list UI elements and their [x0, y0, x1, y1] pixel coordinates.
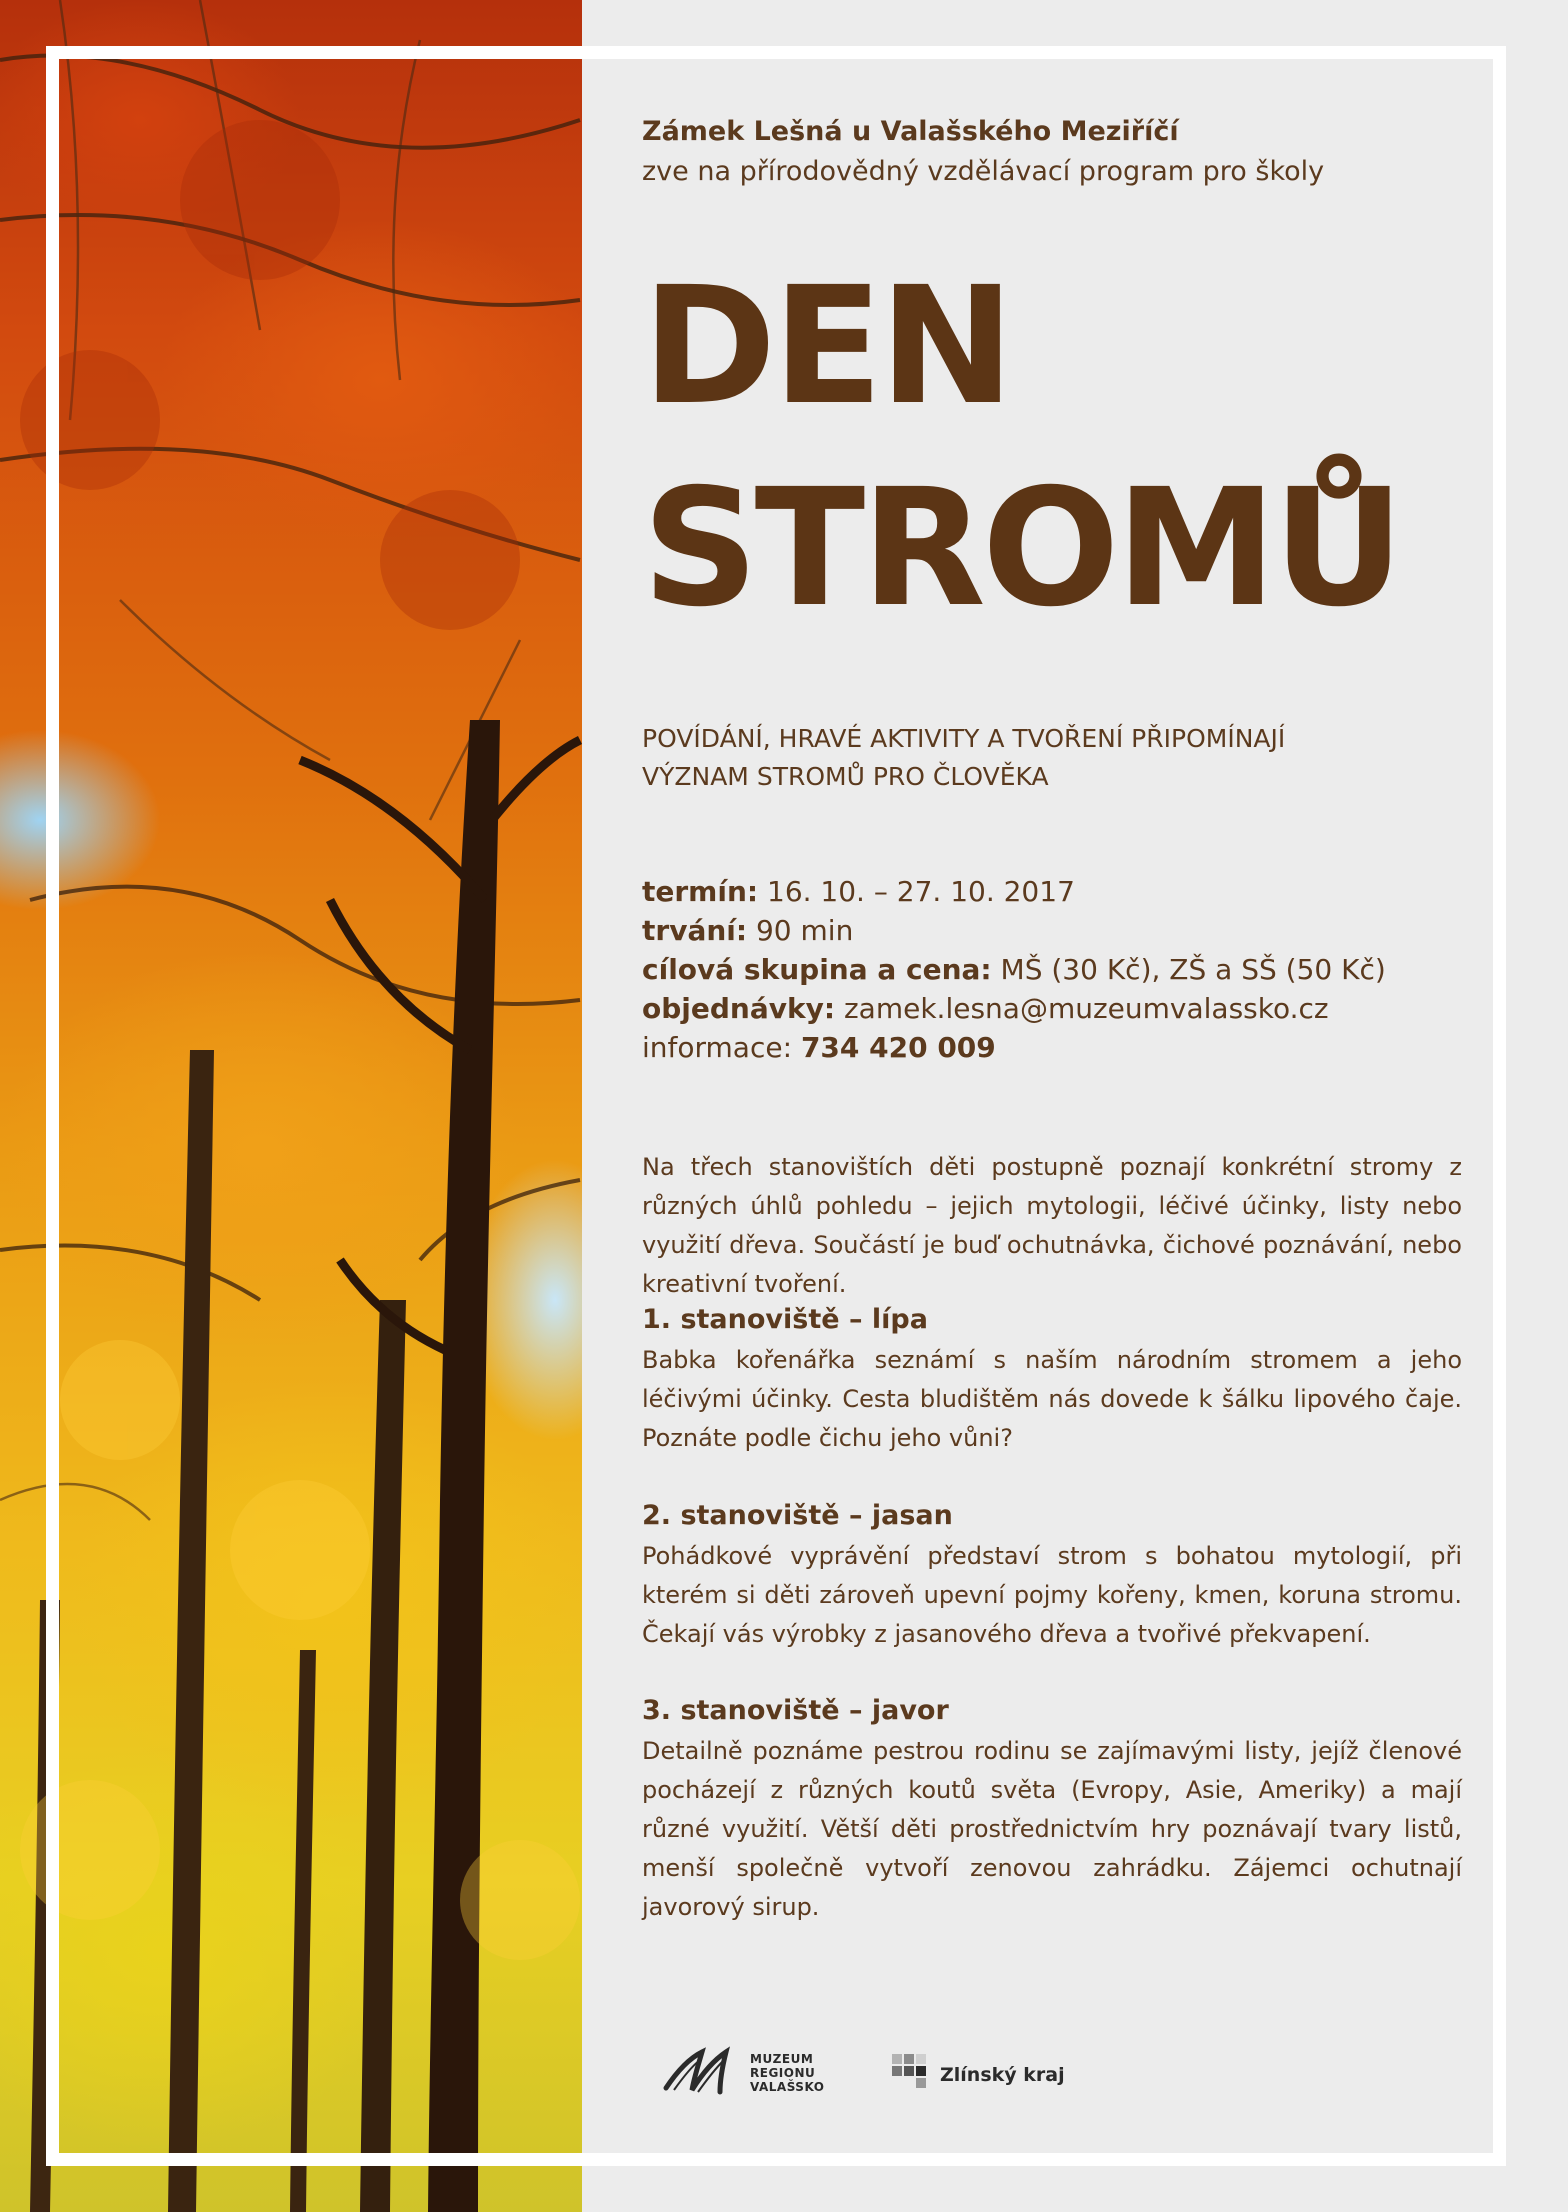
subtitle — [642, 720, 1285, 796]
museum-logo — [660, 2040, 830, 2100]
footer-logos — [660, 2040, 1260, 2120]
group-label: cílová skupina a cena: — [642, 953, 992, 986]
invitation-line: zve na přírodovědný vzdělávací program pro školy — [642, 156, 1325, 187]
zlinsky-kraj-text: Zlínský kraj — [940, 2064, 1065, 2086]
detail-term — [642, 872, 1386, 911]
museum-logo-line-2: REGIONU — [750, 2066, 816, 2080]
museum-logo-line-3: VALAŠSKO — [750, 2080, 825, 2094]
detail-info — [642, 1028, 1386, 1067]
detail-group — [642, 950, 1386, 989]
station-1-text: Babka kořenářka seznámí s naším národním stromem a jeho léčivými účinky. Cesta bludištěm nás dovede k šálku lipového čaje. Poznáte podle čichu jeho vůni? — [642, 1346, 1462, 1452]
orders-label: objednávky: — [642, 992, 836, 1025]
subtitle-line-1: POVÍDÁNÍ, HRAVÉ AKTIVITY A TVOŘENÍ PŘIPOMÍNAJÍ — [642, 724, 1286, 753]
station-3-title: 3. stanoviště – javor — [642, 1695, 949, 1726]
station-3-text: Detailně poznáme pestrou rodinu se zajímavými listy, jejíž členové pocházejí z různých koutů světa (Evropy, Asie, Ameriky) a mají různé využití. Větší děti prostřednictvím hry poznávají tvary listů, menší společně vytvoří zenovou zahrádku. Zájemci ochutnají javorový sirup. — [642, 1737, 1462, 1921]
zlinsky-kraj-squares-icon — [892, 2054, 936, 2094]
duration-label: trvání: — [642, 914, 748, 947]
station-1-title: 1. stanoviště – lípa — [642, 1304, 928, 1335]
station-2-title: 2. stanoviště – jasan — [642, 1500, 953, 1531]
detail-duration — [642, 911, 1386, 950]
info-phone[interactable]: 734 420 009 — [800, 1031, 996, 1064]
museum-m-icon — [660, 2040, 750, 2100]
museum-logo-text — [750, 2052, 824, 2094]
station-2-text: Pohádkové vyprávění představí strom s bohatou mytologií, při kterém si děti zároveň upevní pojmy kořeny, kmen, koruna stromu. Čekají vás výrobky z jasanového dřeva a tvořivé překvapení. — [642, 1542, 1462, 1648]
group-value: MŠ (30 Kč), ZŠ a SŠ (50 Kč) — [1000, 953, 1386, 986]
detail-orders — [642, 989, 1386, 1028]
title-line-2: STROMŮ — [642, 455, 1401, 643]
poster-content — [642, 0, 1482, 2212]
duration-value: 90 min — [755, 914, 854, 947]
intro-paragraph: Na třech stanovištích děti postupně poznají konkrétní stromy z různých úhlů pohledu – jejich mytologii, léčivé účinky, listy nebo využití dřeva. Součástí je buď ochutnávka, čichové poznávání, nebo kreativní tvoření. — [642, 1153, 1462, 1298]
organizer-name: Zámek Lešná u Valašského Meziříčí — [642, 116, 1179, 147]
subtitle-line-2: VÝZNAM STROMŮ PRO ČLOVĚKA — [642, 762, 1049, 791]
museum-logo-line-1: MUZEUM — [750, 2052, 814, 2066]
info-label: informace: — [642, 1031, 793, 1064]
zlinsky-kraj-logo — [892, 2054, 1092, 2094]
event-details — [642, 872, 1386, 1067]
title-line-1: DEN — [642, 253, 1011, 441]
orders-email-link[interactable]: zamek.lesna@muzeumvalassko.cz — [843, 992, 1329, 1025]
term-value: 16. 10. – 27. 10. 2017 — [767, 875, 1075, 908]
term-label: termín: — [642, 875, 759, 908]
